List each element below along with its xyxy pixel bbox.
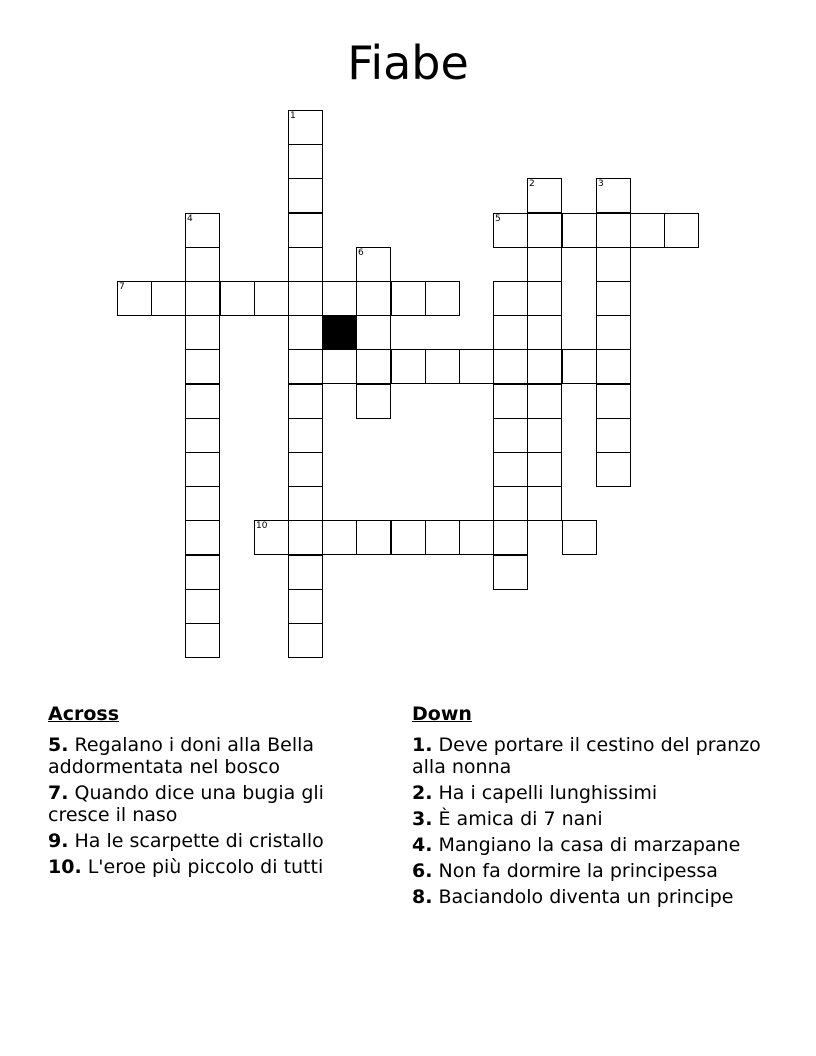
- grid-cell[interactable]: [596, 315, 631, 350]
- grid-cell[interactable]: [356, 349, 391, 384]
- grid-cell[interactable]: [596, 213, 631, 248]
- grid-cell[interactable]: [527, 418, 562, 453]
- clue-down-1: [412, 734, 762, 778]
- grid-cell[interactable]: [356, 520, 391, 555]
- grid-cell[interactable]: [356, 247, 391, 282]
- grid-cell[interactable]: [596, 281, 631, 316]
- clue-text: Non fa dormire la principessa: [438, 860, 718, 882]
- block-cell: [322, 315, 357, 350]
- grid-cell[interactable]: [288, 418, 323, 453]
- grid-cell[interactable]: [493, 281, 528, 316]
- clue-across-10: [48, 856, 378, 878]
- clue-number: 3.: [412, 808, 433, 830]
- clue-number-label: 4: [187, 214, 193, 224]
- grid-cell[interactable]: [391, 281, 426, 316]
- grid-cell[interactable]: [425, 520, 460, 555]
- clue-number: 7.: [48, 782, 69, 804]
- grid-cell[interactable]: [151, 281, 186, 316]
- grid-cell[interactable]: [596, 452, 631, 487]
- grid-cell[interactable]: [288, 213, 323, 248]
- grid-cell[interactable]: [288, 349, 323, 384]
- grid-cell[interactable]: [185, 520, 220, 555]
- clue-number-label: 3: [598, 179, 604, 189]
- across-heading: Across: [48, 703, 120, 725]
- clue-text: Ha le scarpette di cristallo: [74, 830, 324, 852]
- grid-cell[interactable]: [185, 213, 220, 248]
- clue-number-label: 7: [119, 282, 125, 292]
- grid-cell[interactable]: [562, 213, 597, 248]
- grid-cell[interactable]: [391, 349, 426, 384]
- clue-down-4: [412, 834, 762, 856]
- grid-cell[interactable]: [459, 520, 494, 555]
- grid-cell[interactable]: [185, 623, 220, 658]
- clue-text: Regalano i doni alla Bella addormentata nel bosco: [48, 734, 315, 778]
- grid-cell[interactable]: [185, 486, 220, 521]
- grid-cell[interactable]: [185, 315, 220, 350]
- grid-cell[interactable]: [288, 384, 323, 419]
- grid-cell[interactable]: [288, 110, 323, 145]
- grid-cell[interactable]: [493, 213, 528, 248]
- grid-cell[interactable]: [288, 315, 323, 350]
- grid-cell[interactable]: [596, 384, 631, 419]
- grid-cell[interactable]: [596, 349, 631, 384]
- grid-cell[interactable]: [493, 349, 528, 384]
- clue-across-9: [48, 830, 378, 852]
- grid-cell[interactable]: [356, 315, 391, 350]
- grid-cell[interactable]: [493, 520, 528, 555]
- grid-cell[interactable]: [185, 281, 220, 316]
- grid-cell[interactable]: [356, 384, 391, 419]
- grid-cell[interactable]: [322, 349, 357, 384]
- clue-number-label: 6: [358, 248, 364, 258]
- grid-cell[interactable]: [596, 418, 631, 453]
- grid-cell[interactable]: [596, 178, 631, 213]
- grid-cell[interactable]: [425, 281, 460, 316]
- clue-text: Ha i capelli lunghissimi: [438, 782, 658, 804]
- clue-number: 4.: [412, 834, 433, 856]
- grid-cell[interactable]: [664, 213, 699, 248]
- clue-text: L'eroe più piccolo di tutti: [87, 856, 324, 878]
- grid-cell[interactable]: [288, 623, 323, 658]
- grid-cell[interactable]: [527, 349, 562, 384]
- clue-text: Deve portare il cestino del pranzo alla nonna: [412, 734, 761, 778]
- grid-cell[interactable]: [288, 589, 323, 624]
- grid-cell[interactable]: [185, 452, 220, 487]
- clue-number: 1.: [412, 734, 433, 756]
- clue-number-label: 1: [290, 111, 296, 121]
- clue-down-8: [412, 886, 762, 908]
- grid-cell[interactable]: [288, 247, 323, 282]
- grid-cell[interactable]: [185, 349, 220, 384]
- clue-number: 2.: [412, 782, 433, 804]
- clue-number-label: 2: [529, 179, 535, 189]
- grid-cell[interactable]: [596, 247, 631, 282]
- grid-cell[interactable]: [185, 589, 220, 624]
- grid-cell[interactable]: [493, 555, 528, 590]
- grid-cell[interactable]: [288, 281, 323, 316]
- grid-cell[interactable]: [117, 281, 152, 316]
- clue-number: 8.: [412, 886, 433, 908]
- grid-cell[interactable]: [425, 349, 460, 384]
- grid-cell[interactable]: [288, 486, 323, 521]
- grid-cell[interactable]: [527, 486, 562, 521]
- puzzle-title: Fiabe: [347, 36, 469, 90]
- grid-cell[interactable]: [254, 520, 289, 555]
- grid-cell[interactable]: [527, 247, 562, 282]
- grid-cell[interactable]: [288, 452, 323, 487]
- clue-number-label: 10: [256, 521, 268, 531]
- down-clues: [412, 702, 762, 912]
- grid-cell[interactable]: [493, 418, 528, 453]
- grid-cell[interactable]: [322, 281, 357, 316]
- clue-down-6: [412, 860, 762, 882]
- grid-cell[interactable]: [630, 213, 665, 248]
- grid-cell[interactable]: [185, 418, 220, 453]
- grid-cell[interactable]: [254, 281, 289, 316]
- grid-cell[interactable]: [527, 178, 562, 213]
- clue-number-label: 5: [495, 214, 501, 224]
- across-clues: [48, 702, 378, 882]
- grid-cell[interactable]: [185, 384, 220, 419]
- grid-cell[interactable]: [288, 555, 323, 590]
- clue-number: 10.: [48, 856, 82, 878]
- grid-cell[interactable]: [322, 520, 357, 555]
- grid-cell[interactable]: [288, 520, 323, 555]
- grid-cell[interactable]: [562, 349, 597, 384]
- grid-cell[interactable]: [220, 281, 255, 316]
- clue-text: È amica di 7 nani: [438, 808, 603, 830]
- grid-cell[interactable]: [527, 452, 562, 487]
- grid-cell[interactable]: [527, 213, 562, 248]
- grid-cell[interactable]: [288, 144, 323, 179]
- clue-number: 9.: [48, 830, 69, 852]
- grid-cell[interactable]: [562, 520, 597, 555]
- clue-number: 6.: [412, 860, 433, 882]
- clue-down-3: [412, 808, 762, 830]
- grid-cell[interactable]: [288, 178, 323, 213]
- clue-text: Quando dice una bugia gli cresce il naso: [48, 782, 324, 826]
- grid-cell[interactable]: [459, 349, 494, 384]
- grid-cell[interactable]: [185, 247, 220, 282]
- grid-cell[interactable]: [527, 384, 562, 419]
- grid-cell[interactable]: [493, 384, 528, 419]
- grid-cell[interactable]: [493, 315, 528, 350]
- clue-across-5: [48, 734, 378, 778]
- grid-cell[interactable]: [527, 315, 562, 350]
- down-heading: Down: [412, 703, 472, 725]
- grid-cell[interactable]: [527, 281, 562, 316]
- clue-down-2: [412, 782, 762, 804]
- clue-across-7: [48, 782, 378, 826]
- clue-text: Mangiano la casa di marzapane: [438, 834, 741, 856]
- grid-cell[interactable]: [493, 486, 528, 521]
- grid-cell[interactable]: [391, 520, 426, 555]
- grid-cell[interactable]: [493, 452, 528, 487]
- grid-cell[interactable]: [185, 555, 220, 590]
- grid-cell[interactable]: [356, 281, 391, 316]
- clue-text: Baciandolo diventa un principe: [438, 886, 734, 908]
- clue-number: 5.: [48, 734, 69, 756]
